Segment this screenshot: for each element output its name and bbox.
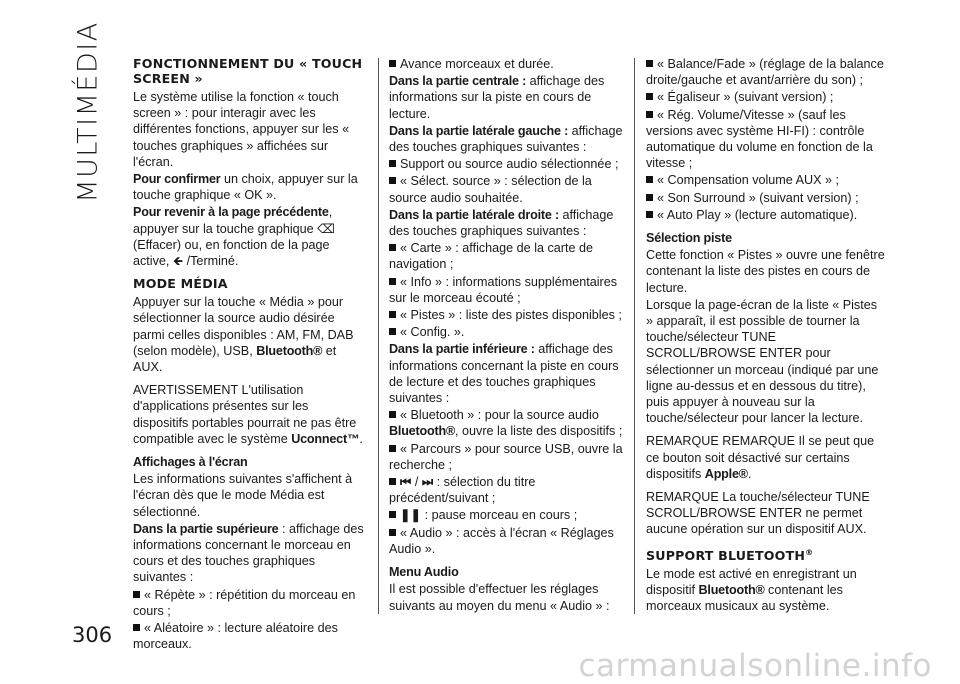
- list-item-text: « Pistes » : liste des pistes disponibles ;: [400, 308, 622, 323]
- right-label: Dans la partie latérale droite :: [389, 207, 559, 222]
- column-divider: [634, 58, 635, 614]
- list-item-text: « Bluetooth » : pour la source audio: [400, 408, 599, 423]
- square-bullet-icon: [133, 591, 140, 598]
- pause-icon: ❚❚: [400, 508, 422, 523]
- top-text: : affichage des informations concernant le morceau en cours et des touches graphiques suivantes :: [133, 521, 364, 585]
- list-item: [389, 324, 625, 340]
- list-item: [646, 107, 886, 172]
- media-text-2: et AUX.: [133, 343, 337, 375]
- list-item-text: « Parcours » pour source USB, ouvre la recherche ;: [389, 441, 623, 472]
- paragraph-remark-2: REMARQUE La touche/sélecteur TUNE SCROLL/BROWSE ENTER ne permet aucune opération sur un dispositif AUX.: [646, 490, 870, 537]
- list-item-text: « Balance/Fade » (réglage de la balance droite/gauche et avant/arrière du son) ;: [646, 57, 884, 88]
- square-bullet-icon: [646, 176, 653, 183]
- list-item: [389, 507, 625, 523]
- square-bullet-icon: [389, 244, 396, 251]
- square-bullet-icon: [389, 311, 396, 318]
- paragraph-menu: Il est possible d'effectuer les réglages suivants au moyen du menu « Audio » :: [389, 582, 610, 613]
- list-item-text: « Son Surround » (suivant version) ;: [657, 190, 859, 205]
- registered-mark: ®: [805, 547, 814, 557]
- list-item-text: : sélection du titre précédent/suivant ;: [389, 475, 536, 506]
- bottom-label: Dans la partie inférieure :: [389, 342, 535, 357]
- remark-end: .: [747, 466, 752, 481]
- list-item: [389, 407, 625, 439]
- paragraph-top: [133, 521, 366, 586]
- chapter-title: MULTIMÉDIA: [72, 21, 104, 203]
- paragraph-media: [133, 294, 366, 375]
- list-item-text: « Config. ».: [400, 325, 465, 340]
- warning-text: AVERTISSEMENT L'utilisation d'applications présentes sur les dispositifs portables pourrait ne pas être compatible avec le système: [133, 383, 357, 446]
- list-item-text: , ouvre la liste des dispositifs ;: [455, 424, 623, 439]
- list-item: [389, 441, 625, 473]
- back-label: Pour revenir à la page précédente: [133, 205, 329, 220]
- remark-text: REMARQUE REMARQUE Il se peut que ce bouton soit désactivé sur certains dispositifs: [646, 434, 875, 481]
- square-bullet-icon: [389, 328, 396, 335]
- paragraph-remark-1: [646, 433, 886, 482]
- heading-touch-screen: FONCTIONNEMENT DU « TOUCH SCREEN »: [133, 56, 363, 86]
- watermark: carmanualsonline.info: [578, 648, 932, 684]
- paragraph-left: [389, 123, 625, 155]
- square-bullet-icon: [646, 60, 653, 67]
- paragraph-bluetooth: [646, 566, 886, 615]
- subheading-menu-audio: Menu Audio: [389, 565, 459, 580]
- list-item: [389, 274, 625, 306]
- list-item-text: « Rég. Volume/Vitesse » (sauf les versions avec système HI-FI) : contrôle automatique du volume en fonction de la vitesse ;: [646, 107, 873, 171]
- warning-end: .: [359, 431, 363, 446]
- list-item-text: « Égaliseur » (suivant version) ;: [657, 90, 834, 105]
- media-bluetooth: Bluetooth®: [256, 343, 323, 358]
- next-track-icon: ⏭: [421, 475, 434, 490]
- list-item: [646, 89, 886, 105]
- center-label: Dans la partie centrale :: [389, 74, 527, 89]
- list-item: [389, 307, 625, 323]
- apple-bold: Apple®: [704, 466, 748, 481]
- list-item-text: Avance morceaux et durée.: [400, 57, 554, 71]
- square-bullet-icon: [389, 478, 396, 485]
- square-bullet-icon: [389, 278, 396, 285]
- list-item: [389, 173, 625, 205]
- subheading-display: Affichages à l'écran: [133, 455, 248, 470]
- list-item: [389, 240, 625, 272]
- chapter-sidebar: [70, 21, 106, 203]
- square-bullet-icon: [646, 111, 653, 118]
- list-item-text: Support ou source audio sélectionnée ;: [400, 157, 619, 172]
- back-text-3: /Terminé.: [183, 254, 239, 269]
- list-item-text: « Répète » : répétition du morceau en cours ;: [133, 587, 356, 618]
- list-item-text: « Auto Play » (lecture automatique).: [657, 207, 858, 222]
- square-bullet-icon: [646, 211, 653, 218]
- list-item: [389, 156, 625, 172]
- square-bullet-icon: [389, 411, 396, 418]
- bluetooth-text-1: Le mode est activé en enregistrant un dispositif: [646, 566, 857, 598]
- paragraph-display: Les informations suivantes s'affichent à l'écran dès que le mode Média est sélectionné.: [133, 472, 353, 519]
- column-3: [646, 56, 886, 615]
- back-arrow-icon: 🡸: [172, 254, 184, 269]
- square-bullet-icon: [646, 194, 653, 201]
- paragraph-back: [133, 204, 366, 269]
- warning-brand: Uconnect™: [291, 431, 360, 446]
- paragraph-selection-2: Lorsque la page-écran de la liste « Pistes » apparaît, il est possible de tourner la touche/sélecteur TUNE SCROLL/BROWSE ENTER pour sélectionner un morceau (indiqué par une ligne au-dessus et en dessous du titre), puis appuyer à nouveau sur la touche/sélecteur pour lancer la lecture.: [646, 297, 879, 426]
- bluetooth-bold: Bluetooth®: [389, 424, 456, 439]
- heading-media-mode: MODE MÉDIA: [133, 276, 228, 292]
- list-item: [646, 56, 886, 88]
- list-item-text: : pause morceau en cours ;: [421, 508, 578, 523]
- column-divider: [378, 58, 379, 614]
- square-bullet-icon: [646, 93, 653, 100]
- column-2: [389, 56, 625, 615]
- left-text: affichage des touches graphiques suivantes :: [389, 123, 623, 155]
- page-number: 306: [72, 623, 113, 647]
- paragraph-touch: Le système utilise la fonction « touch screen » : pour interagir avec les différentes fonctions, appuyer sur les « touches graphiques » affichées sur l'écran.: [133, 90, 350, 169]
- column-1: [133, 56, 366, 654]
- square-bullet-icon: [133, 624, 140, 631]
- right-text: affichage des touches graphiques suivantes :: [389, 207, 614, 239]
- media-text-1: Appuyer sur la touche « Média » pour sélectionner la source audio désirée parmi celles disponibles : AM, FM, DAB (selon modèle), USB,: [133, 295, 354, 358]
- square-bullet-icon: [389, 511, 396, 518]
- heading-bluetooth-text: SUPPORT BLUETOOTH: [646, 547, 806, 563]
- list-item: [133, 587, 366, 619]
- list-item: ⏮ / ⏭ : sélection du titre précédent/suivant ;: [389, 475, 536, 506]
- paragraph-warning: [133, 382, 366, 447]
- paragraph-confirm: [133, 171, 366, 203]
- list-item: [389, 56, 625, 72]
- confirm-label: Pour confirmer: [133, 172, 221, 187]
- left-label: Dans la partie latérale gauche :: [389, 123, 569, 138]
- list-item: [389, 525, 625, 557]
- square-bullet-icon: [389, 445, 396, 452]
- back-text-1: , appuyer sur la touche graphique: [133, 205, 333, 236]
- square-bullet-icon: [389, 60, 396, 67]
- list-item: [646, 207, 886, 223]
- bluetooth-text-2: contenant les morceaux musicaux au système.: [646, 583, 843, 614]
- top-label: Dans la partie supérieure: [133, 521, 279, 536]
- list-item: [646, 190, 886, 206]
- paragraph-selection: Cette fonction « Pistes » ouvre une fenêtre contenant la liste des pistes en cours de lecture.: [646, 248, 885, 295]
- square-bullet-icon: [389, 160, 396, 167]
- bluetooth-bold: Bluetooth®: [698, 583, 765, 598]
- heading-bluetooth-support: [646, 545, 886, 563]
- square-bullet-icon: [389, 177, 396, 184]
- confirm-text: un choix, appuyer sur la touche graphique « OK ».: [133, 172, 358, 203]
- list-item-text: « Carte » : affichage de la carte de navigation ;: [389, 241, 593, 272]
- list-item-text: « Audio » : accès à l'écran « Réglages Audio ».: [389, 525, 614, 556]
- square-bullet-icon: [389, 529, 396, 536]
- bottom-text: affichage des informations concernant la piste en cours de lecture et des touches graphiques suivantes :: [389, 342, 619, 406]
- subheading-track-selection: Sélection piste: [646, 231, 732, 246]
- list-item: [646, 172, 886, 188]
- erase-icon: ⌫: [317, 221, 335, 236]
- list-item: [133, 620, 366, 652]
- center-text: affichage des informations sur la piste en cours de lecture.: [389, 74, 605, 121]
- list-item-text: « Compensation volume AUX » ;: [657, 173, 840, 188]
- list-item-text: « Info » : informations supplémentaires sur le morceau écouté ;: [389, 274, 618, 305]
- list-item-text: « Sélect. source » : sélection de la source audio souhaitée.: [389, 174, 592, 205]
- paragraph-bottom: [389, 341, 625, 406]
- paragraph-right: [389, 207, 625, 239]
- back-text-2: (Effacer) ou, en fonction de la page active,: [133, 237, 330, 269]
- paragraph-center: [389, 73, 625, 122]
- previous-track-icon: ⏮: [400, 475, 412, 490]
- list-item-text: « Aléatoire » : lecture aléatoire des morceaux.: [133, 621, 338, 652]
